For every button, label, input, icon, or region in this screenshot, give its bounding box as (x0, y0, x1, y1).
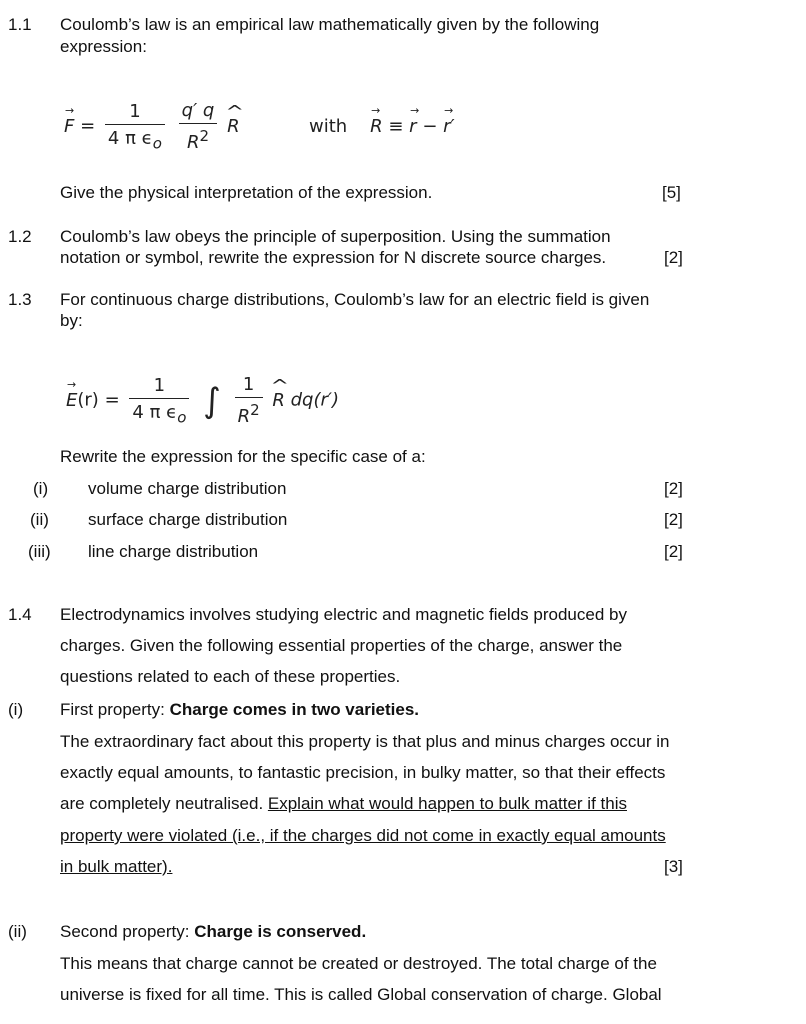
eq-term: R (237, 406, 251, 427)
text-span: are completely neutralised. (60, 794, 268, 813)
property-heading (60, 700, 419, 720)
eq-term: o (177, 408, 187, 427)
question-text: Electrodynamics involves studying electric and magnetic fields produced by (60, 605, 627, 624)
eq-term: → R (370, 116, 383, 137)
question-text: Give the physical interpretation of the expression. (60, 183, 433, 202)
eq-term: 1 (129, 375, 189, 399)
property-name: Charge comes in two varieties. (169, 700, 420, 719)
integral-sign: ∫ (203, 380, 221, 421)
electric-field-equation (66, 374, 339, 427)
eq-term: o (152, 134, 162, 153)
question-text (60, 794, 627, 814)
eq-term: → F (64, 116, 74, 137)
question-number: 1.2 (8, 227, 32, 246)
question-text: Coulomb’s law is an empirical law mathematically given by the following (60, 15, 600, 34)
question-number: 1.1 (8, 15, 32, 34)
eq-term: 4 π ϵ (107, 127, 153, 149)
eq-term: 2 (199, 127, 210, 145)
marks: [2] (664, 248, 683, 267)
eq-term: 2 (250, 401, 260, 419)
item-text: surface charge distribution (88, 510, 288, 529)
question-text: charges. Given the following essential properties of the charge, answer the (60, 636, 623, 655)
item-number: (iii) (28, 542, 51, 561)
question-text: Coulomb’s law obeys the principle of superposition. Using the summation (60, 227, 611, 246)
property-heading (60, 922, 366, 942)
item-number: (ii) (30, 510, 49, 529)
item-number: (i) (8, 700, 24, 719)
question-text: The extraordinary fact about this property is that plus and minus charges occur in (60, 732, 670, 751)
underlined-task: Explain what would happen to bulk matter if this (267, 794, 627, 813)
item-text: volume charge distribution (88, 479, 287, 498)
marks: [3] (664, 857, 683, 876)
question-text: questions related to each of these properties. (60, 667, 401, 686)
property-label: First property: (60, 700, 170, 719)
eq-term: 1 (105, 101, 165, 125)
eq-term: → E (66, 390, 77, 411)
coulomb-equation (64, 100, 240, 153)
eq-term: = (104, 389, 120, 411)
marks: [2] (664, 542, 683, 561)
eq-term: dq(r′) (290, 389, 340, 411)
question-text: Rewrite the expression for the specific case of a: (60, 447, 426, 466)
eq-term: − (422, 116, 438, 137)
question-text: universe is fixed for all time. This is called Global conservation of charge. Global (60, 985, 662, 1004)
eq-term: = (80, 115, 96, 137)
marks: [2] (664, 479, 683, 498)
question-text: exactly equal amounts, to fantastic precision, in bulky matter, so that their effects (60, 763, 666, 782)
question-text: by: (60, 311, 83, 330)
underlined-task: in bulk matter). (60, 857, 173, 876)
eq-term: ^ R (272, 390, 285, 411)
property-label: Second property: (60, 922, 195, 941)
marks: [2] (664, 510, 683, 529)
item-text: line charge distribution (88, 542, 259, 561)
question-text: notation or symbol, rewrite the expression for N discrete source charges. (60, 248, 607, 267)
eq-term: 1 (235, 374, 263, 398)
marks: [5] (662, 183, 681, 202)
relative-position-definition (309, 116, 455, 137)
question-number: 1.4 (8, 605, 32, 624)
eq-term: ≡ (388, 116, 404, 137)
item-number: (ii) (8, 922, 27, 941)
question-text: This means that charge cannot be created or destroyed. The total charge of the (60, 954, 657, 973)
question-number: 1.3 (8, 290, 32, 309)
underlined-task: property were violated (i.e., if the charges did not come in exactly equal amounts (60, 826, 666, 845)
eq-term: q′ q (179, 100, 218, 124)
eq-term: R (186, 132, 200, 153)
question-text: For continuous charge distributions, Coulomb’s law for an electric field is given (60, 290, 650, 309)
eq-term: ^ R (227, 116, 240, 137)
eq-term: (r) (77, 389, 99, 411)
item-number: (i) (33, 479, 49, 498)
eq-term: → r (409, 116, 416, 137)
eq-term: → r′ (443, 116, 455, 137)
eq-term: with (309, 116, 348, 137)
question-text: expression: (60, 37, 147, 56)
eq-term: 4 π ϵ (132, 401, 178, 423)
property-name: Charge is conserved. (194, 922, 367, 941)
